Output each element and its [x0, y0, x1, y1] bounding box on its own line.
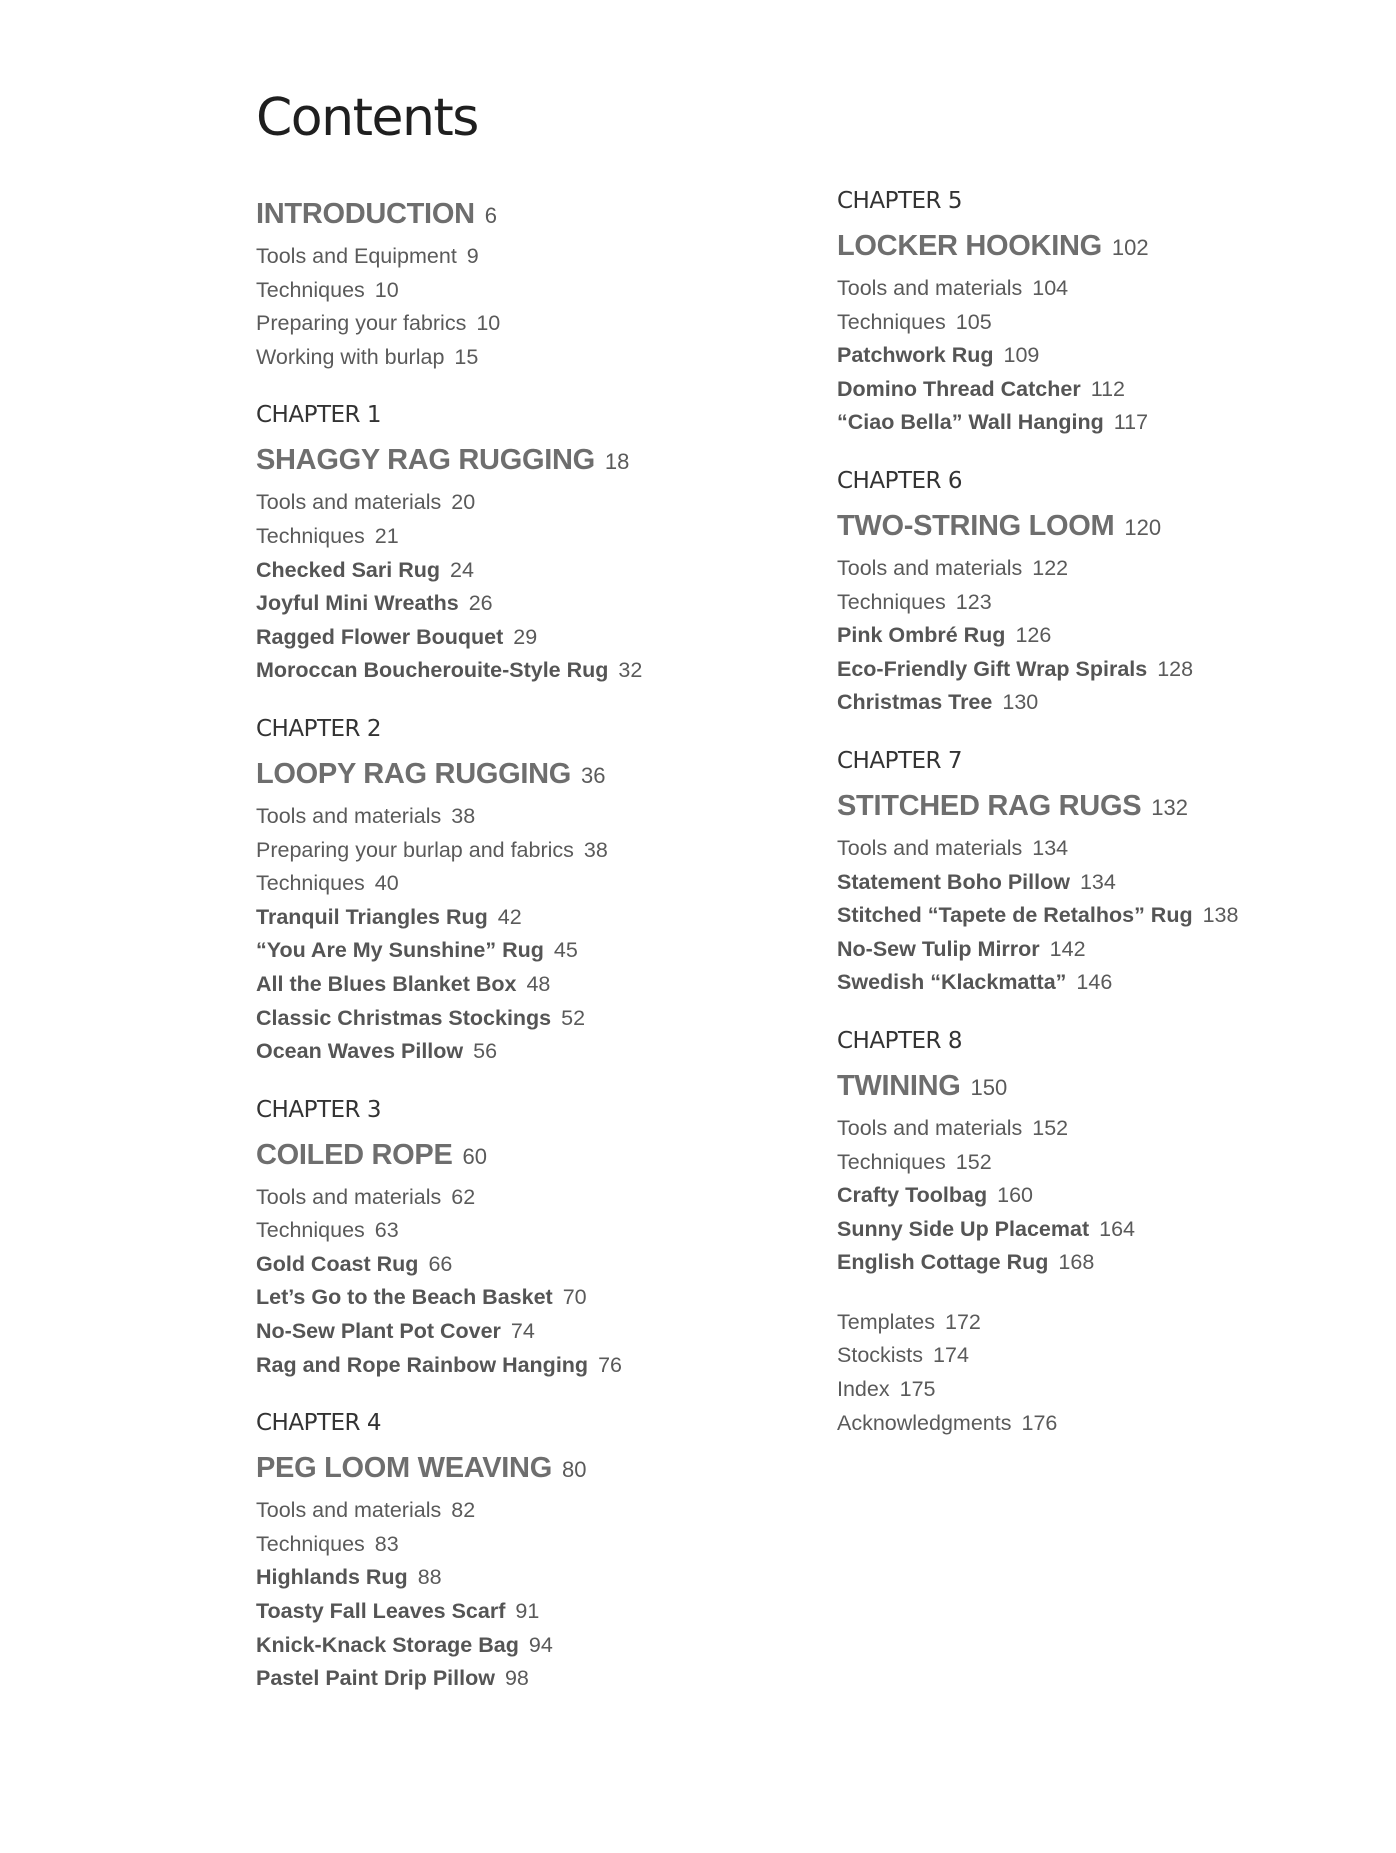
page-number: 60	[462, 1143, 487, 1169]
toc-entry[interactable]	[837, 832, 1377, 866]
page-number: 164	[1099, 1216, 1135, 1241]
entry-title: Domino Thread Catcher	[837, 376, 1081, 401]
page-number: 24	[450, 557, 474, 582]
chapter-label: CHAPTER 4	[256, 1410, 381, 1437]
page-number: 10	[374, 277, 399, 302]
chapter-heading[interactable]	[837, 508, 1377, 546]
page-number: 66	[428, 1251, 453, 1276]
chapter-heading[interactable]	[256, 196, 816, 234]
toc-entry[interactable]	[256, 934, 816, 968]
entry-title: Techniques	[837, 309, 946, 334]
toc-entry[interactable]	[256, 1248, 816, 1282]
page-number: 126	[1015, 623, 1052, 648]
toc-section	[256, 1408, 816, 1696]
entry-title: Tools and materials	[256, 1498, 442, 1523]
toc-entry[interactable]	[837, 1246, 1377, 1280]
entry-title: Christmas Tree	[837, 690, 993, 715]
page-number: 48	[526, 971, 551, 996]
entry-title: All the Blues Blanket Box	[256, 971, 517, 996]
entry-title: Stitched “Tapete de Retalhos” Rug	[837, 903, 1193, 928]
page-number: 52	[561, 1005, 586, 1030]
toc-entry[interactable]	[837, 653, 1377, 687]
page-number: 26	[468, 591, 493, 616]
page-number: 80	[561, 1457, 587, 1483]
page-number: 142	[1049, 936, 1086, 961]
toc-entry[interactable]	[256, 834, 816, 868]
toc-section	[256, 714, 816, 1069]
chapter-title: STITCHED RAG RUGS	[837, 789, 1142, 822]
toc-entry[interactable]	[837, 406, 1377, 440]
chapter-heading[interactable]	[256, 1137, 816, 1175]
toc-entry[interactable]	[256, 1315, 816, 1349]
page-number: 130	[1002, 690, 1039, 715]
entry-title: English Cottage Rug	[837, 1250, 1049, 1275]
toc-entry[interactable]	[256, 1281, 816, 1315]
page-number: 21	[374, 523, 399, 548]
page-number: 128	[1157, 656, 1194, 681]
toc-entry[interactable]	[256, 867, 816, 901]
page-number: 174	[933, 1343, 969, 1368]
entry-title: Techniques	[837, 589, 946, 614]
toc-list	[837, 1112, 1377, 1280]
page-number: 105	[955, 309, 992, 334]
entry-title: Techniques	[256, 871, 365, 896]
page-title: Contents	[256, 88, 478, 148]
page-number: 152	[1032, 1115, 1069, 1140]
toc-entry[interactable]	[256, 654, 816, 688]
toc-entry[interactable]	[837, 1306, 1377, 1340]
chapter-title: TWO-STRING LOOM	[837, 509, 1115, 542]
entry-title: Moroccan Boucherouite-Style Rug	[256, 658, 609, 683]
page-number: 42	[497, 904, 522, 929]
page-number: 172	[945, 1309, 981, 1334]
page-number: 160	[997, 1183, 1033, 1208]
page-number: 29	[513, 624, 538, 649]
toc-entry[interactable]	[256, 341, 816, 375]
entry-title: Checked Sari Rug	[256, 557, 440, 582]
toc-list	[837, 272, 1377, 440]
entry-title: Ragged Flower Bouquet	[256, 624, 504, 649]
page-number: 134	[1079, 869, 1116, 894]
toc-section	[837, 746, 1377, 1000]
toc-entry[interactable]	[837, 552, 1377, 586]
toc-entry[interactable]	[837, 272, 1377, 306]
page-number: 74	[510, 1319, 535, 1344]
page-number: 94	[528, 1632, 553, 1657]
toc-entry[interactable]	[256, 1494, 816, 1528]
toc-section	[837, 466, 1377, 720]
entry-title: Tools and materials	[837, 1115, 1023, 1140]
toc-entry[interactable]	[256, 1528, 816, 1562]
toc-entry[interactable]	[837, 1179, 1377, 1213]
toc-entry[interactable]	[256, 800, 816, 834]
toc-entry[interactable]	[837, 966, 1377, 1000]
page-number: 6	[484, 203, 497, 228]
toc-entry[interactable]	[256, 1662, 816, 1696]
page-number: 10	[476, 311, 501, 336]
toc-entry[interactable]	[256, 520, 816, 554]
page-number: 83	[374, 1531, 399, 1556]
page-number: 91	[515, 1599, 540, 1624]
entry-title: Eco-Friendly Gift Wrap Spirals	[837, 656, 1148, 681]
toc-entry[interactable]	[837, 1112, 1377, 1146]
toc-section	[256, 400, 816, 688]
chapter-label: CHAPTER 5	[837, 188, 962, 214]
entry-title: Knick-Knack Storage Bag	[256, 1632, 519, 1657]
page-number: 176	[1021, 1410, 1058, 1435]
entry-title: Rag and Rope Rainbow Hanging	[256, 1352, 589, 1377]
entry-title: Techniques	[256, 277, 365, 302]
entry-title: Working with burlap	[256, 344, 445, 369]
entry-title: No-Sew Plant Pot Cover	[256, 1319, 501, 1344]
toc-list	[837, 552, 1377, 720]
entry-title: Ocean Waves Pillow	[256, 1039, 464, 1064]
chapter-title: SHAGGY RAG RUGGING	[256, 444, 595, 477]
toc-entry[interactable]	[256, 554, 816, 588]
chapter-label: CHAPTER 8	[837, 1027, 962, 1054]
toc-list	[256, 1181, 816, 1383]
chapter-label: CHAPTER 1	[256, 402, 381, 429]
toc-entry[interactable]	[256, 1595, 816, 1629]
entry-title: Pastel Paint Drip Pillow	[256, 1666, 495, 1691]
page-number: 134	[1032, 835, 1069, 860]
toc-list	[256, 1494, 816, 1696]
toc-section	[256, 1095, 816, 1383]
toc-entry[interactable]	[837, 1339, 1377, 1373]
entry-title: Tranquil Triangles Rug	[256, 904, 488, 929]
page-number: 20	[451, 490, 476, 515]
entry-title: Templates	[837, 1309, 935, 1334]
chapter-heading[interactable]	[256, 1450, 816, 1488]
toc-entry[interactable]	[256, 1214, 816, 1248]
entry-title: Statement Boho Pillow	[837, 869, 1070, 894]
entry-title: Techniques	[837, 1149, 946, 1174]
entry-title: Let’s Go to the Beach Basket	[256, 1285, 553, 1310]
toc-list	[256, 486, 816, 688]
entry-title: Acknowledgments	[837, 1410, 1012, 1435]
back-matter	[837, 1306, 1377, 1440]
entry-title: Patchwork Rug	[837, 343, 994, 368]
toc-entry[interactable]	[256, 1629, 816, 1663]
page-number: 62	[451, 1184, 476, 1209]
entry-title: Tools and Equipment	[256, 244, 457, 268]
page-number: 82	[451, 1498, 476, 1523]
chapter-title: LOOPY RAG RUGGING	[256, 757, 572, 790]
page-number: 152	[955, 1149, 992, 1174]
entry-title: Tools and materials	[256, 803, 442, 828]
toc-entry[interactable]	[837, 339, 1377, 373]
entry-title: “Ciao Bella” Wall Hanging	[837, 410, 1104, 435]
toc-entry[interactable]	[256, 307, 816, 341]
toc-entry[interactable]	[837, 686, 1377, 720]
contents-right-column	[837, 186, 1377, 1466]
page-number: 104	[1032, 276, 1069, 300]
chapter-heading[interactable]	[837, 788, 1377, 826]
toc-entry[interactable]	[256, 587, 816, 621]
entry-title: Preparing your burlap and fabrics	[256, 837, 574, 862]
page-number: 98	[504, 1666, 529, 1691]
page-number: 132	[1151, 794, 1188, 820]
page-number: 146	[1076, 970, 1113, 995]
toc-entry[interactable]	[837, 1373, 1377, 1407]
toc-entry[interactable]	[256, 274, 816, 308]
entry-title: Joyful Mini Wreaths	[256, 591, 459, 616]
entry-title: Pink Ombré Rug	[837, 623, 1006, 648]
page-number: 32	[618, 658, 643, 683]
chapter-heading[interactable]	[837, 228, 1377, 266]
toc-section	[837, 186, 1377, 440]
chapter-title: COILED ROPE	[256, 1138, 453, 1171]
entry-title: Classic Christmas Stockings	[256, 1005, 552, 1030]
entry-title: Sunny Side Up Placemat	[837, 1216, 1090, 1241]
toc-entry[interactable]	[837, 866, 1377, 900]
page-number: 175	[899, 1377, 936, 1402]
toc-entry[interactable]	[256, 1561, 816, 1595]
page-number: 56	[473, 1039, 498, 1064]
toc-entry[interactable]	[837, 933, 1377, 967]
page-number: 38	[583, 837, 608, 862]
page-number: 88	[417, 1565, 442, 1590]
entry-title: Tools and materials	[256, 490, 442, 515]
toc-entry[interactable]	[837, 373, 1377, 407]
entry-title: Techniques	[256, 523, 365, 548]
toc-entry[interactable]	[256, 1002, 816, 1036]
entry-title: Toasty Fall Leaves Scarf	[256, 1599, 506, 1624]
page-number: 63	[374, 1218, 399, 1243]
toc-entry[interactable]	[837, 619, 1377, 653]
chapter-heading[interactable]	[256, 756, 816, 794]
entry-title: Tools and materials	[837, 276, 1023, 300]
page-number: 36	[581, 762, 606, 788]
chapter-heading[interactable]	[256, 442, 816, 480]
page-number: 76	[598, 1352, 622, 1377]
chapter-title: INTRODUCTION	[256, 198, 475, 230]
entry-title: Techniques	[256, 1218, 365, 1243]
toc-entry[interactable]	[837, 1213, 1377, 1247]
entry-title: Tools and materials	[837, 555, 1023, 580]
toc-entry[interactable]	[256, 1181, 816, 1215]
entry-title: Gold Coast Rug	[256, 1251, 419, 1276]
toc-list	[837, 832, 1377, 1000]
page-number: 122	[1032, 555, 1069, 580]
toc-entry[interactable]	[256, 240, 816, 274]
entry-title: “You Are My Sunshine” Rug	[256, 938, 544, 963]
entry-title: Stockists	[837, 1343, 924, 1368]
contents-left-column	[256, 196, 816, 1722]
page-number: 150	[970, 1074, 1008, 1100]
toc-entry[interactable]	[837, 306, 1377, 340]
toc-entry[interactable]	[256, 621, 816, 655]
page-number: 9	[466, 244, 479, 268]
entry-title: Swedish “Klackmatta”	[837, 970, 1067, 995]
page-number: 45	[553, 938, 578, 963]
chapter-label: CHAPTER 6	[837, 467, 962, 494]
entry-title: No-Sew Tulip Mirror	[837, 936, 1040, 961]
chapter-label: CHAPTER 7	[837, 747, 962, 774]
toc-entry[interactable]	[837, 1146, 1377, 1180]
chapter-label: CHAPTER 3	[256, 1096, 381, 1123]
page-number: 38	[451, 803, 476, 828]
page-number: 117	[1113, 410, 1149, 435]
entry-title: Tools and materials	[837, 835, 1023, 860]
toc-section	[837, 1026, 1377, 1280]
chapter-label: CHAPTER 2	[256, 715, 381, 742]
toc-list	[256, 800, 816, 1069]
page-number: 40	[374, 871, 399, 896]
entry-title: Index	[837, 1377, 890, 1402]
page-number: 70	[562, 1285, 587, 1310]
entry-title: Highlands Rug	[256, 1565, 408, 1590]
entry-title: Preparing your fabrics	[256, 311, 467, 336]
page-number: 120	[1124, 514, 1162, 540]
page-number: 102	[1111, 235, 1149, 260]
toc-entry[interactable]	[256, 486, 816, 520]
page-number: 138	[1202, 903, 1239, 928]
back-matter-list	[837, 1306, 1377, 1440]
chapter-heading[interactable]	[837, 1068, 1377, 1106]
toc-entry[interactable]	[256, 1035, 816, 1069]
toc-entry[interactable]	[837, 899, 1377, 933]
toc-entry[interactable]	[837, 1407, 1377, 1441]
chapter-title: TWINING	[837, 1069, 961, 1102]
page-number: 109	[1003, 343, 1040, 368]
toc-entry[interactable]	[256, 901, 816, 935]
chapter-title: LOCKER HOOKING	[837, 230, 1102, 262]
page-number: 15	[454, 344, 479, 369]
entry-title: Crafty Toolbag	[837, 1183, 988, 1208]
toc-entry[interactable]	[256, 1349, 816, 1383]
toc-entry[interactable]	[837, 586, 1377, 620]
page-number: 18	[604, 449, 630, 475]
page-number: 123	[955, 589, 992, 614]
chapter-title: PEG LOOM WEAVING	[256, 1452, 552, 1485]
toc-entry[interactable]	[256, 968, 816, 1002]
toc-list	[256, 240, 816, 374]
toc-section	[256, 196, 816, 374]
entry-title: Techniques	[256, 1531, 365, 1556]
entry-title: Tools and materials	[256, 1184, 442, 1209]
page-number: 112	[1090, 376, 1125, 401]
page-number: 168	[1058, 1250, 1095, 1275]
